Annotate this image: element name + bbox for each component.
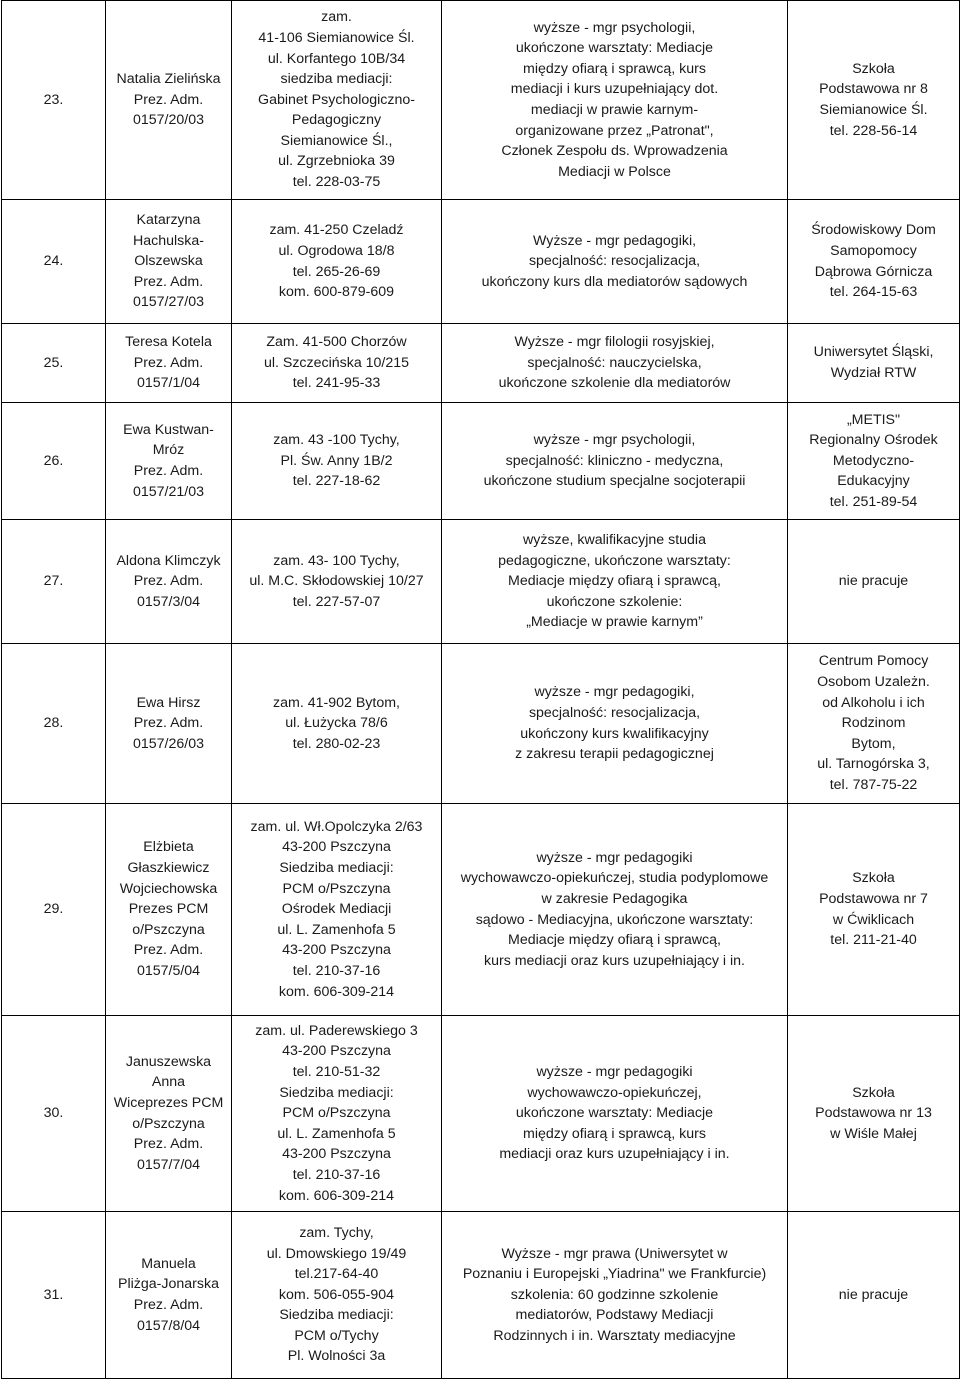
mediator-education: wyższe - mgr pedagogiki, specjalność: resocjalizacja, ukończony kurs kwalifikacyjny z zakresu terapii pedagogicznej xyxy=(442,644,788,804)
mediators-table xyxy=(1,0,960,1379)
mediator-workplace: nie pracuje xyxy=(788,1212,960,1379)
mediator-address: zam. 41-250 Czeladź ul. Ogrodowa 18/8 tel. 265-26-69 kom. 600-879-609 xyxy=(232,200,442,324)
mediator-education: Wyższe - mgr prawa (Uniwersytet w Poznaniu i Europejski „Yiadrina" we Frankfurcie) szkolenia: 60 godzinne szkolenie mediatorów, Podstawy Mediacji Rodzinnych i in. Warsztaty mediacyjne xyxy=(442,1212,788,1379)
mediator-address: zam. ul. Paderewskiego 3 43-200 Pszczyna tel. 210-51-32 Siedziba mediacji: PCM o/Pszczyna ul. L. Zamenhofa 5 43-200 Pszczyna tel. 210-37-16 kom. 606-309-214 xyxy=(232,1016,442,1212)
mediator-name: Teresa Kotela Prez. Adm. 0157/1/04 xyxy=(106,324,232,403)
mediator-name: Manuela Pliżga-Jonarska Prez. Adm. 0157/8/04 xyxy=(106,1212,232,1379)
row-number: 26. xyxy=(2,403,106,520)
mediator-name: Elżbieta Głaszkiewicz Wojciechowska Prezes PCM o/Pszczyna Prez. Adm. 0157/5/04 xyxy=(106,804,232,1016)
row-number: 30. xyxy=(2,1016,106,1212)
mediator-workplace: Środowiskowy Dom Samopomocy Dąbrowa Górnicza tel. 264-15-63 xyxy=(788,200,960,324)
mediator-name: Januszewska Anna Wiceprezes PCM o/Pszczyna Prez. Adm. 0157/7/04 xyxy=(106,1016,232,1212)
mediator-address: zam. 41-106 Siemianowice Śl. ul. Korfantego 10B/34 siedziba mediacji: Gabinet Psychologiczno- Pedagogiczny Siemianowice Śl., ul. Zgrzebnioka 39 tel. 228-03-75 xyxy=(232,1,442,200)
table-row xyxy=(2,1212,960,1379)
mediator-workplace: Szkoła Podstawowa nr 13 w Wiśle Małej xyxy=(788,1016,960,1212)
mediator-address: zam. 41-902 Bytom, ul. Łużycka 78/6 tel. 280-02-23 xyxy=(232,644,442,804)
mediator-name: Ewa Hirsz Prez. Adm. 0157/26/03 xyxy=(106,644,232,804)
table-row xyxy=(2,1,960,200)
row-number: 27. xyxy=(2,520,106,644)
mediator-education: wyższe - mgr pedagogiki wychowawczo-opiekuńczej, ukończone warsztaty: Mediacje między ofiarą i sprawcą, kurs mediacji oraz kurs uzupełniający i in. xyxy=(442,1016,788,1212)
mediator-name: Natalia Zielińska Prez. Adm. 0157/20/03 xyxy=(106,1,232,200)
row-number: 31. xyxy=(2,1212,106,1379)
table-row xyxy=(2,804,960,1016)
mediator-workplace: Uniwersytet Śląski, Wydział RTW xyxy=(788,324,960,403)
table-row xyxy=(2,520,960,644)
table-row xyxy=(2,200,960,324)
table-row xyxy=(2,1016,960,1212)
mediator-education: wyższe - mgr pedagogiki wychowawczo-opiekuńczej, studia podyplomowe w zakresie Pedagogika sądowo - Mediacyjna, ukończone warsztaty: Mediacje między ofiarą i sprawcą, kurs mediacji oraz kurs uzupełniający i in. xyxy=(442,804,788,1016)
mediator-address: Zam. 41-500 Chorzów ul. Szczecińska 10/215 tel. 241-95-33 xyxy=(232,324,442,403)
mediator-workplace: Szkoła Podstawowa nr 8 Siemianowice Śl. tel. 228-56-14 xyxy=(788,1,960,200)
mediator-address: zam. Tychy, ul. Dmowskiego 19/49 tel.217-64-40 kom. 506-055-904 Siedziba mediacji: PCM o/Tychy Pl. Wolności 3a xyxy=(232,1212,442,1379)
row-number: 29. xyxy=(2,804,106,1016)
mediator-workplace: Szkoła Podstawowa nr 7 w Ćwiklicach tel. 211-21-40 xyxy=(788,804,960,1016)
mediator-education: Wyższe - mgr filologii rosyjskiej, specjalność: nauczycielska, ukończone szkolenie dla mediatorów xyxy=(442,324,788,403)
mediator-name: Katarzyna Hachulska- Olszewska Prez. Adm. 0157/27/03 xyxy=(106,200,232,324)
mediator-workplace: Centrum Pomocy Osobom Uzależn. od Alkoholu i ich Rodzinom Bytom, ul. Tarnogórska 3, tel. 787-75-22 xyxy=(788,644,960,804)
mediator-workplace: nie pracuje xyxy=(788,520,960,644)
mediator-address: zam. ul. Wł.Opolczyka 2/63 43-200 Pszczyna Siedziba mediacji: PCM o/Pszczyna Ośrodek Mediacji ul. L. Zamenhofa 5 43-200 Pszczyna tel. 210-37-16 kom. 606-309-214 xyxy=(232,804,442,1016)
mediator-education: wyższe - mgr psychologii, ukończone warsztaty: Mediacje między ofiarą i sprawcą, kurs mediacji i kurs uzupełniający dot. mediacji w prawie karnym- organizowane przez „Patronat", Członek Zespołu ds. Wprowadzenia Mediacji w Polsce xyxy=(442,1,788,200)
mediator-address: zam. 43 -100 Tychy, Pl. Św. Anny 1B/2 tel. 227-18-62 xyxy=(232,403,442,520)
mediator-address: zam. 43- 100 Tychy, ul. M.C. Skłodowskiej 10/27 tel. 227-57-07 xyxy=(232,520,442,644)
mediator-name: Aldona Klimczyk Prez. Adm. 0157/3/04 xyxy=(106,520,232,644)
table-row xyxy=(2,403,960,520)
mediator-name: Ewa Kustwan- Mróz Prez. Adm. 0157/21/03 xyxy=(106,403,232,520)
mediator-education: wyższe, kwalifikacyjne studia pedagogiczne, ukończone warsztaty: Mediacje między ofiarą i sprawcą, ukończone szkolenie: „Mediacje w prawie karnym” xyxy=(442,520,788,644)
mediator-workplace: „METIS" Regionalny Ośrodek Metodyczno- Edukacyjny tel. 251-89-54 xyxy=(788,403,960,520)
table-row xyxy=(2,644,960,804)
mediator-education: wyższe - mgr psychologii, specjalność: kliniczno - medyczna, ukończone studium specjalne socjoterapii xyxy=(442,403,788,520)
row-number: 28. xyxy=(2,644,106,804)
mediator-education: Wyższe - mgr pedagogiki, specjalność: resocjalizacja, ukończony kurs dla mediatorów sądowych xyxy=(442,200,788,324)
row-number: 24. xyxy=(2,200,106,324)
row-number: 23. xyxy=(2,1,106,200)
row-number: 25. xyxy=(2,324,106,403)
table-row xyxy=(2,324,960,403)
